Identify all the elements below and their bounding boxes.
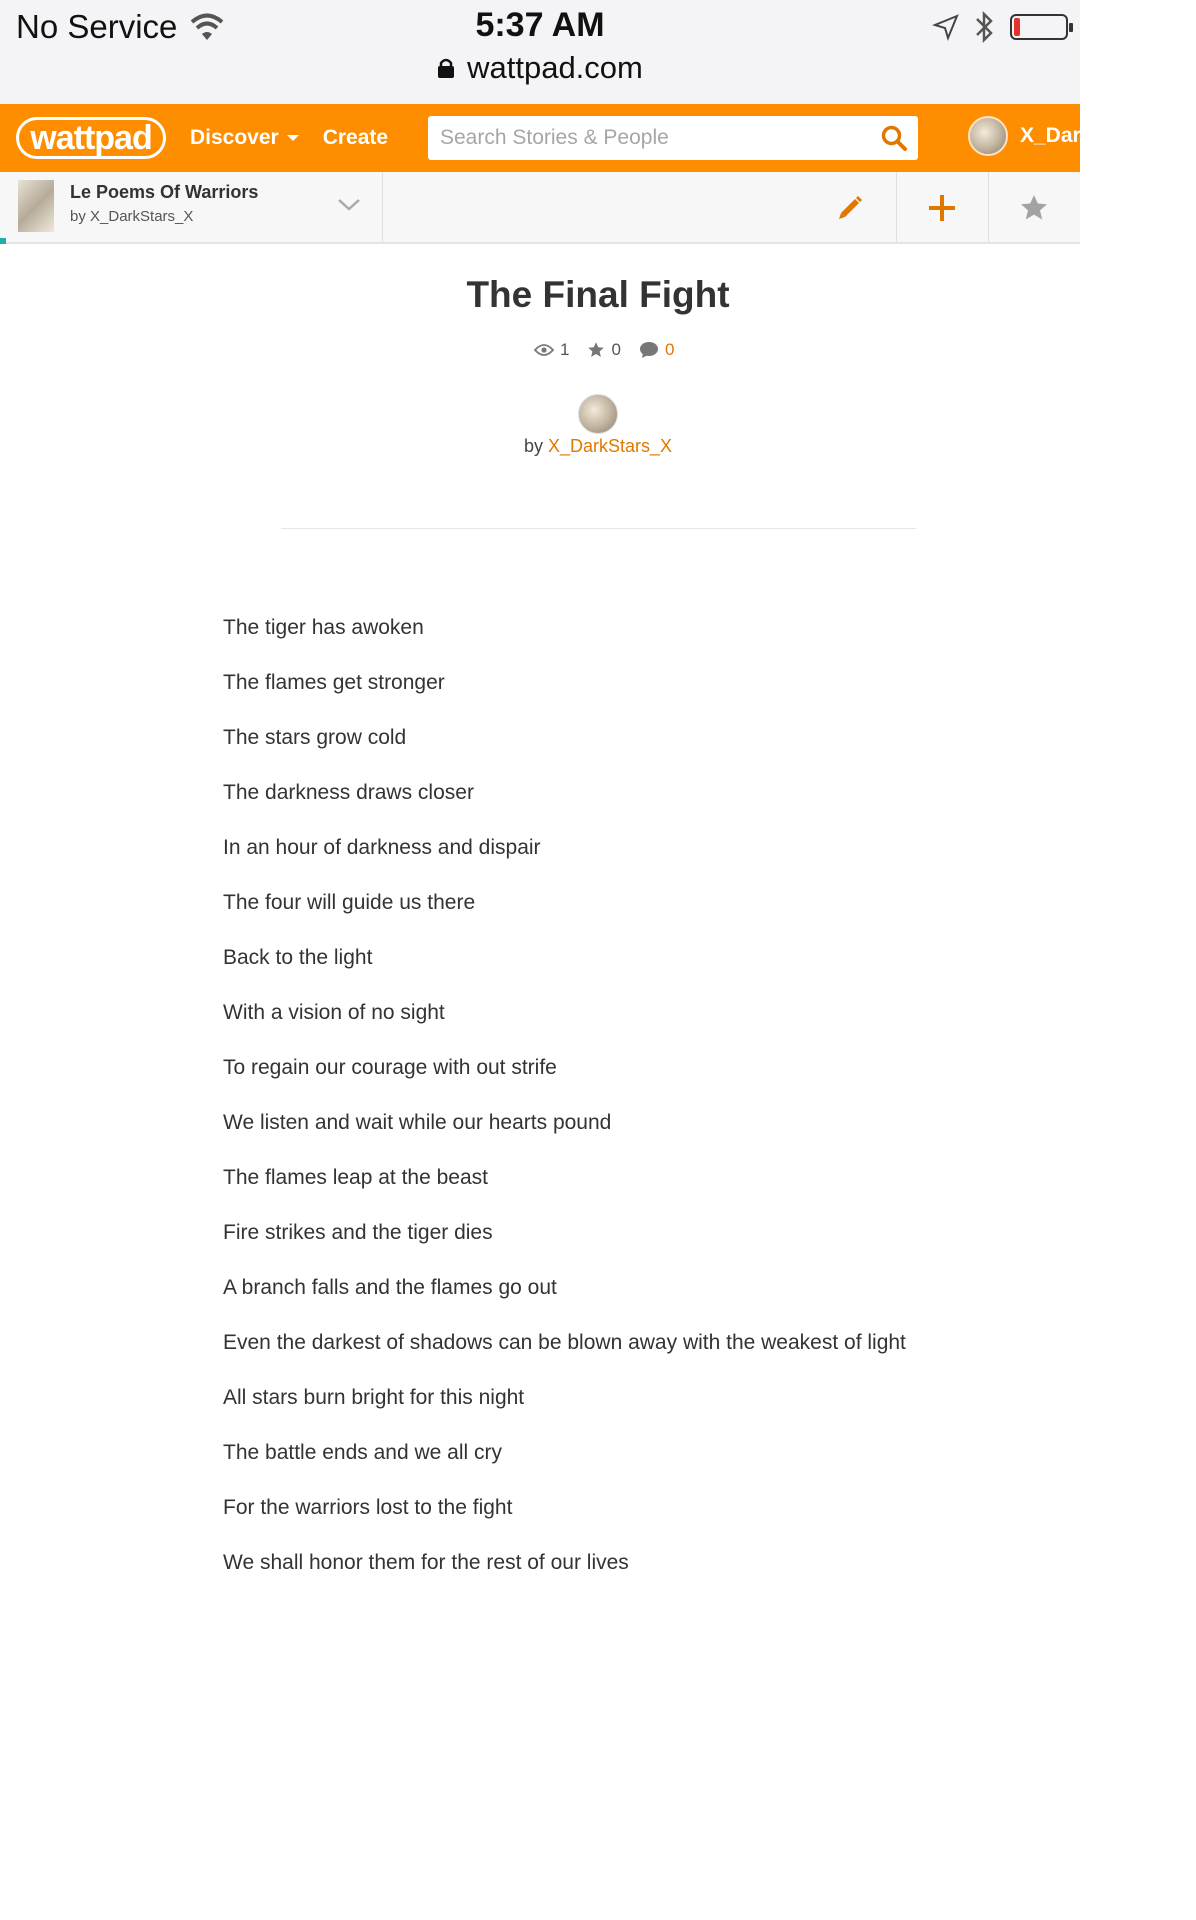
lock-icon [437,57,455,79]
toolbar-divider [382,172,383,244]
poem-line: The battle ends and we all cry [223,1441,502,1464]
by-prefix: by [523,436,543,456]
story-author: by X_DarkStars_X [70,208,194,225]
battery-icon [1010,14,1068,40]
comments-stat[interactable] [639,340,674,360]
poem-line: The stars grow cold [223,726,407,749]
title-divider [281,528,916,529]
add-to-list-button[interactable] [896,172,988,244]
poem-body [223,614,1043,1604]
eye-icon [534,343,554,357]
poem-line: For the warriors lost to the fight [223,1496,513,1519]
search-icon[interactable] [880,124,908,152]
views-stat [534,340,569,360]
poem-line: Fire strikes and the tiger dies [223,1221,493,1244]
username-label: X_Dark [1020,124,1093,147]
story-cover[interactable] [18,180,54,232]
chapter-stats [534,340,674,360]
bluetooth-icon [974,10,996,44]
author-avatar[interactable] [578,394,618,434]
edit-button[interactable] [804,172,896,244]
discover-label: Discover [190,126,279,149]
star-icon [587,341,605,359]
location-arrow-icon [932,13,960,41]
poem-line: To regain our courage with out strife [223,1056,557,1079]
story-toolbar [0,172,1080,244]
poem-line: We listen and wait while our hearts pound [223,1111,612,1134]
status-icons [932,10,1068,44]
reading-progress-bar [0,238,6,244]
user-avatar [968,116,1008,156]
chevron-down-icon[interactable] [336,194,362,216]
vote-button[interactable] [988,172,1080,244]
poem-line: In an hour of darkness and dispair [223,836,541,859]
comments-count: 0 [664,340,675,359]
status-bar [0,0,1080,104]
votes-count: 0 [611,340,621,359]
plus-icon [927,193,957,223]
byline [0,436,1196,457]
poem-line: Even the darkest of shadows can be blown away with the weakest of light [223,1331,906,1354]
poem-line: The flames leap at the beast [223,1166,488,1189]
site-header [0,104,1093,172]
address-bar[interactable] [0,50,1080,86]
caret-down-icon [287,135,299,141]
votes-stat [587,340,620,360]
poem-line: We shall honor them for the rest of our lives [223,1551,629,1574]
poem-line: All stars burn bright for this night [223,1386,525,1409]
discover-menu[interactable] [190,126,299,150]
search-box [428,116,918,160]
poem-line: The darkness draws closer [223,781,474,804]
poem-line: With a vision of no sight [223,1001,445,1024]
create-label: Create [322,126,389,149]
poem-line: The four will guide us there [223,891,476,914]
url-text: wattpad.com [467,50,643,85]
poem-line: Back to the light [223,946,373,969]
user-menu[interactable] [968,116,1092,156]
create-link[interactable] [323,126,388,150]
poem-line: The tiger has awoken [223,616,424,639]
star-icon [1019,193,1049,223]
author-link[interactable]: X_DarkStars_X [547,436,673,456]
views-count: 1 [560,340,570,359]
comment-icon [639,341,659,359]
pencil-icon [835,193,865,223]
search-input[interactable] [440,126,860,150]
carrier-label: No Service [16,8,178,45]
poem-line: A branch falls and the flames go out [223,1276,557,1299]
clock: 5:37 AM [475,6,605,44]
wattpad-logo[interactable]: wattpad [16,117,166,159]
story-title[interactable]: Le Poems Of Warriors [70,182,259,202]
poem-line: The flames get stronger [223,671,445,694]
chapter-title: The Final Fight [466,274,730,315]
